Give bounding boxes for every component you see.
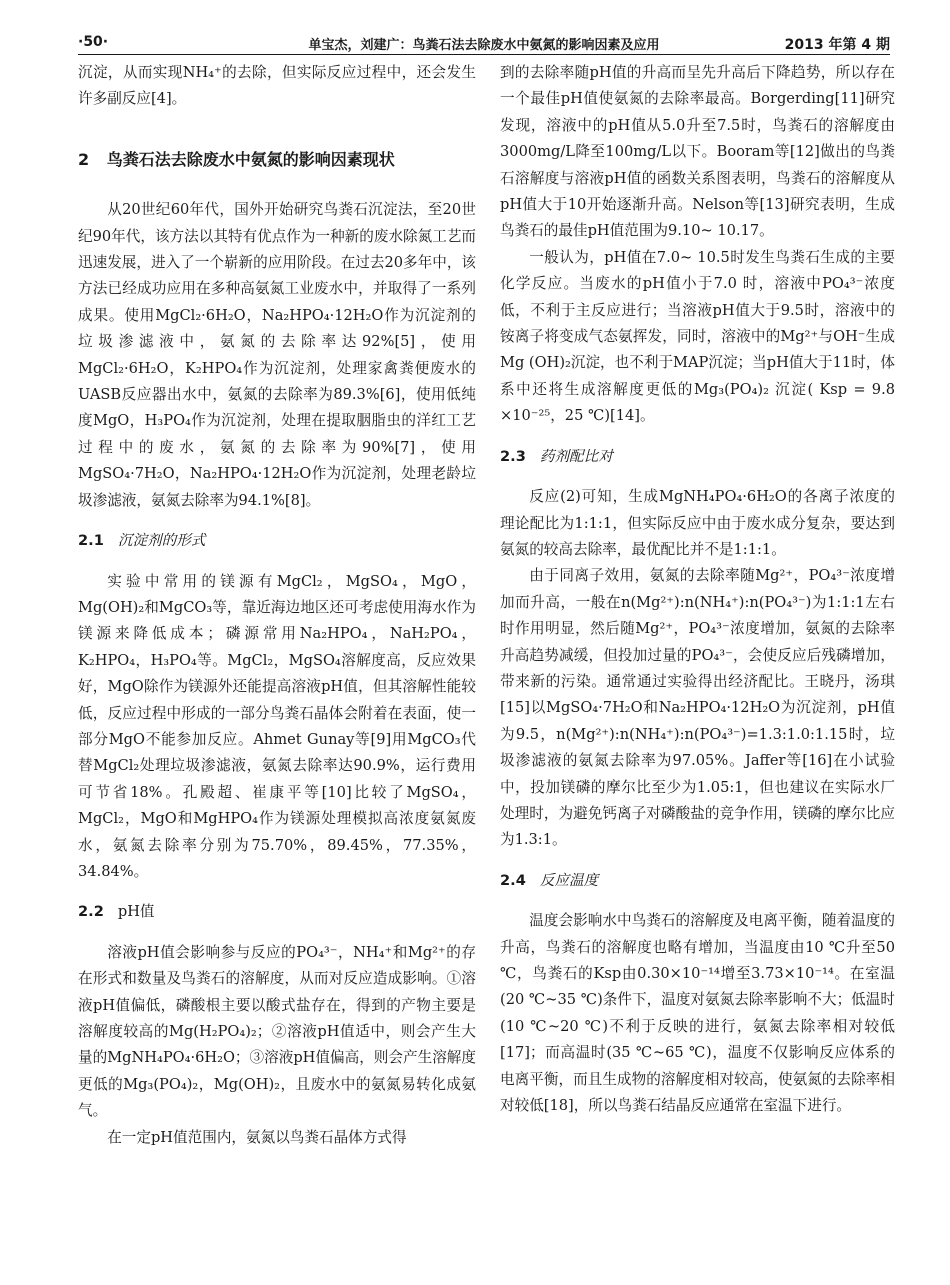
carry-over-paragraph: 到的去除率随pH值的升高而呈先升高后下降趋势，所以存在一个最佳pH值使氨氮的去除率最高。Borgerding[11]研究发现，溶液中的pH值从5.0升至7.5时，鸟粪石的溶解度由3000mg/L降至100mg/L以下。Booram等[12]做出的鸟粪石溶解度与溶液pH值的函数关系图表明，鸟粪石的溶解度从pH值大于10开始逐渐升高。Nelson等[13]研究表明，生成鸟粪石的最佳pH值范围为9.10~ 10.17。 [500,64,895,240]
subsection-title: 反应温度 [539,871,599,889]
subsection-heading-2-4 [500,868,895,894]
page-number: ·50· [78,34,109,50]
subsection-paragraph: 在一定pH值范围内，氨氮以鸟粪石晶体方式得 [107,1128,407,1146]
subsection-heading-2-1 [78,528,476,554]
section-heading [78,147,476,173]
subsection-heading-2-3 [500,444,895,470]
section-paragraph: 从20世纪60年代，国外开始研究鸟粪石沉淀法，至20世纪90年代，该方法以其特有优点作为一种新的废水除氮工艺而迅速发展，进入了一个崭新的应用阶段。在过去20多年中，该方法已经成功应用在多种高氨氮工业废水中，并取得了一系列成果。使用MgCl₂·6H₂O，Na₂HPO₄·12H₂O作为沉淀剂的垃圾渗滤液中，氨氮的去除率达92%[5]，使用MgCl₂·6H₂O，K₂HPO₄作为沉淀剂，处理家禽粪便废水的UASB反应器出水中，氨氮的去除率为89.3%[6]，使用低纯度MgO，H₃PO₄作为沉淀剂，处理在提取胭脂虫的洋红工艺过程中的废水，氨氮的去除率为90%[7]，使用MgSO₄·7H₂O，Na₂HPO₄·12H₂O作为沉淀剂，处理老龄垃圾渗滤液，氨氮去除率为94.1%[8]。 [78,201,477,509]
subsection-paragraph: 反应(2)可知，生成MgNH₄PO₄·6H₂O的各离子浓度的理论配比为1:1:1，但实际反应中由于废水成分复杂，要达到氨氮的较高去除率，最优配比并不是1:1:1。 [500,488,895,558]
subsection-heading-2-2 [78,899,476,925]
subsection-title: pH值 [117,903,155,921]
subsection-title: 药剂配比对 [539,447,613,465]
left-column [78,60,476,1151]
section-number: 2 [78,149,90,169]
subsection-paragraph: 实验中常用的镁源有MgCl₂，MgSO₄，MgO，Mg(OH)₂和MgCO₃等，靠近海边地区还可考虑使用海水作为镁源来降低成本；磷源常用Na₂HPO₄，NaH₂PO₄，K₂HPO₄，H₃PO₄等。MgCl₂，MgSO₄溶解度高，反应效果好，MgO除作为镁源外还能提高溶液pH值，但其溶解性能较低，反应过程中形成的一部分鸟粪石晶体会附着在表面，使一部分MgO不能参加反应。Ahmet Gunay等[9]用MgCO₃代替MgCl₂处理垃圾渗滤液，氨氮去除率达90.9%，运行费用可节省18%。孔殿超、崔康平等[10]比较了MgSO₄，MgCl₂，MgO和MgHPO₄作为镁源处理模拟高浓度氨氮废水，氨氮去除率分别为75.70%，89.45%，77.35%，34.84%。 [78,572,476,880]
body-paragraph: 一般认为，pH值在7.0~ 10.5时发生鸟粪石生成的主要化学反应。当废水的pH值小于7.0 时，溶液中PO₄³⁻浓度低，不利于主反应进行；当溶液pH值大于9.5时，溶液中的铵离子将变成气态氨挥发，同时，溶液中的Mg²⁺与OH⁻生成Mg (OH)₂沉淀，也不利于MAP沉淀；当pH值大于11时，体系中还将生成溶解度更低的Mg₃(PO₄)₂ 沉淀( Ksp = 9.8 ×10⁻²⁵，25 ℃)[14]。 [500,248,895,425]
subsection-paragraph: 溶液pH值会影响参与反应的PO₄³⁻，NH₄⁺和Mg²⁺的存在形式和数量及鸟粪石的溶解度，从而对反应造成影响。①溶液pH值偏低，磷酸根主要以酸式盐存在，得到的产物主要是溶解度较高的Mg(H₂PO₄)₂；②溶液pH值适中，则会产生大量的MgNH₄PO₄·6H₂O；③溶液pH值偏高，则会产生溶解度更低的Mg₃(PO₄)₂，Mg(OH)₂，且废水中的氨氮易转化成氨气。 [78,943,476,1120]
right-column [500,60,895,1119]
subsection-title: 沉淀剂的形式 [117,532,206,550]
subsection-number: 2.4 [500,871,526,889]
issue-label: 2013 年第 4 期 [784,37,890,53]
subsection-number: 2.2 [78,903,104,921]
subsection-number: 2.3 [500,447,526,465]
subsection-number: 2.1 [78,532,104,550]
subsection-paragraph: 由于同离子效用，氨氮的去除率随Mg²⁺，PO₄³⁻浓度增加而升高，一般在n(Mg²⁺):n(NH₄⁺):n(PO₄³⁻)为1:1:1左右时作用明显，然后随Mg²⁺，PO₄³⁻浓度增加，氨氮的去除率升高趋势减缓，但投加过量的PO₄³⁻，会使反应后残磷增加，带来新的污染。通常通过实验得出经济配比。王晓丹，汤琪[15]以MgSO₄·7H₂O和Na₂HPO₄·12H₂O为沉淀剂，pH值为9.5，n(Mg²⁺):n(NH₄⁺):n(PO₄³⁻)=1.3:1.0:1.15时，垃圾渗滤液的氨氮去除率为97.05%。Jaffer等[16]在小试验中，投加镁磷的摩尔比至少为1.05:1，但也建议在实际水厂处理时，为避免钙离子对磷酸盐的竞争作用，镁磷的摩尔比应为1.3:1。 [500,567,895,849]
carry-over-paragraph: 沉淀，从而实现NH₄⁺的去除，但实际反应过程中，还会发生许多副反应[4]。 [78,64,476,108]
section-title: 鸟粪石法去除废水中氨氮的影响因素现状 [106,149,395,169]
running-title: 单宝杰，刘建广：鸟粪石法去除废水中氨氮的影响因素及应用 [308,38,660,53]
subsection-paragraph: 温度会影响水中鸟粪石的溶解度及电离平衡，随着温度的升高，鸟粪石的溶解度也略有增加，当温度由10 ℃升至50 ℃，鸟粪石的Ksp由0.30×10⁻¹⁴增至3.73×10⁻¹⁴。在室温(20 ℃~35 ℃)条件下，温度对氨氮去除率影响不大；低温时(10 ℃~20 ℃)不利于反映的进行，氨氮去除率相对较低[17]；而高温时(35 ℃~65 ℃)，温度不仅影响反应体系的电离平衡，而且生成物的溶解度相对较高，使氨氮的去除率相对较低[18]，所以鸟粪石结晶反应通常在室温下进行。 [500,912,895,1115]
running-header [78,30,890,55]
